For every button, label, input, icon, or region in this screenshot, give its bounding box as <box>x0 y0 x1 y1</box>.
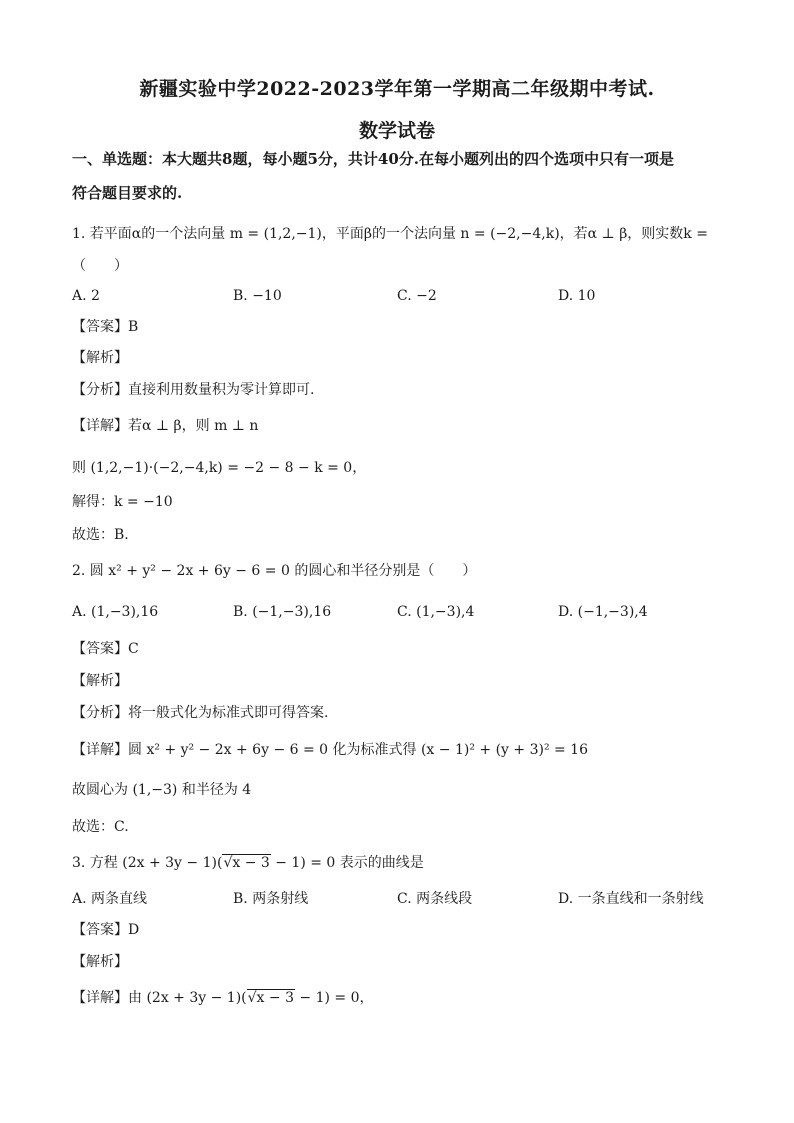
q3-detail-pre: 【详解】由 (2x + 3y − 1)( <box>72 990 247 1006</box>
q2-option-c: C. (1,−3),4 <box>397 604 475 620</box>
q3-stem-pre: 3. 方程 (2x + 3y − 1)( <box>72 855 223 871</box>
q2-step1: 故圆心为 (1,−3) 和半径为 4 <box>72 782 252 798</box>
exam-title: 新疆实验中学2022-2023学年第一学期高二年级期中考试. <box>139 78 655 100</box>
section-heading-line2: 符合题目要求的. <box>72 184 183 202</box>
q1-fenxi: 【分析】直接利用数量积为零计算即可. <box>72 382 315 398</box>
q3-stem-post: − 1) = 0 表示的曲线是 <box>270 855 424 871</box>
q3-detail-radicand: x − 3 <box>256 990 294 1006</box>
q3-answer: 【答案】D <box>72 922 140 938</box>
q3-detail <box>72 988 374 1008</box>
q3-detail-radical: √x − 3 <box>247 990 294 1006</box>
q2-stem: 2. 圆 x² + y² − 2x + 6y − 6 = 0 的圆心和半径分别是（ ） <box>72 563 477 579</box>
q2-choose: 故选：C. <box>72 819 129 835</box>
q3-option-a: A. 两条直线 <box>72 891 148 907</box>
q3-stem-radicand: x − 3 <box>232 855 270 871</box>
q1-paren: （ ） <box>72 258 128 274</box>
q1-stem: 1. 若平面α的一个法向量 m = (1,2,−1)，平面β的一个法向量 n = (−2,−4,k)，若α ⊥ β，则实数k = <box>72 226 708 242</box>
q1-option-c: C. −2 <box>397 288 437 304</box>
q2-option-b: B. (−1,−3),16 <box>233 604 332 620</box>
q1-choose: 故选：B. <box>72 527 129 543</box>
q1-option-b: B. −10 <box>233 288 282 304</box>
q3-analysis-label: 【解析】 <box>72 954 128 970</box>
exam-subtitle: 数学试卷 <box>358 120 435 142</box>
q2-fenxi: 【分析】将一般式化为标准式即可得答案. <box>72 705 329 721</box>
q1-step2: 解得：k = −10 <box>72 494 173 510</box>
q1-option-a: A. 2 <box>72 288 100 304</box>
q1-detail: 【详解】若α ⊥ β，则 m ⊥ n <box>72 418 259 434</box>
q2-detail: 【详解】圆 x² + y² − 2x + 6y − 6 = 0 化为标准式得 (x − 1)² + (y + 3)² = 16 <box>72 742 588 758</box>
q2-option-a: A. (1,−3),16 <box>72 604 159 620</box>
q1-option-d: D. 10 <box>558 288 596 304</box>
q3-option-b: B. 两条射线 <box>233 891 309 907</box>
q3-option-c: C. 两条线段 <box>397 891 473 907</box>
q2-analysis-label: 【解析】 <box>72 673 128 689</box>
section-heading-line1: 一、单选题：本大题共8题，每小题5分，共计40分.在每小题列出的四个选项中只有一项是 <box>72 150 674 168</box>
q1-step1: 则 (1,2,−1)·(−2,−4,k) = −2 − 8 − k = 0， <box>72 460 367 476</box>
q3-option-d: D. 一条直线和一条射线 <box>558 891 704 907</box>
q3-stem-radical: √x − 3 <box>223 855 270 871</box>
q1-answer: 【答案】B <box>72 319 139 335</box>
q2-answer: 【答案】C <box>72 641 139 657</box>
q3-detail-post: − 1) = 0， <box>294 990 374 1006</box>
q3-stem <box>72 853 424 873</box>
q1-analysis-label: 【解析】 <box>72 350 128 366</box>
q2-option-d: D. (−1,−3),4 <box>558 604 648 620</box>
